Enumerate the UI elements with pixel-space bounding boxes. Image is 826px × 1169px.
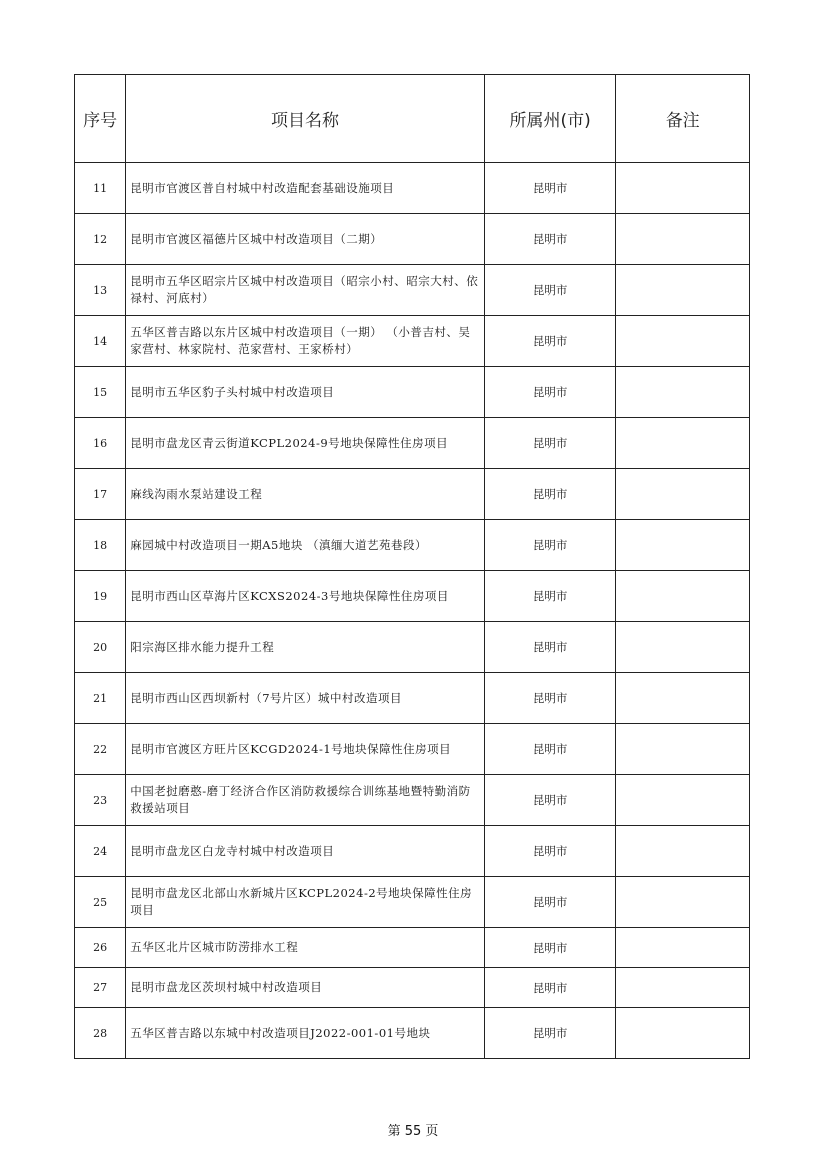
cell-name: 昆明市盘龙区白龙寺村城中村改造项目 <box>126 826 485 877</box>
cell-note <box>616 826 750 877</box>
cell-city: 昆明市 <box>484 673 616 724</box>
page-number: 第 55 页 <box>387 1124 439 1139</box>
cell-note <box>616 622 750 673</box>
cell-city: 昆明市 <box>484 928 616 968</box>
cell-note <box>616 316 750 367</box>
cell-name: 昆明市盘龙区北部山水新城片区KCPL2024-2号地块保障性住房项目 <box>126 877 485 928</box>
cell-note <box>616 724 750 775</box>
table-row <box>75 1008 750 1059</box>
table-row <box>75 673 750 724</box>
cell-no: 25 <box>75 877 126 928</box>
cell-name: 昆明市西山区草海片区KCXS2024-3号地块保障性住房项目 <box>126 571 485 622</box>
cell-note <box>616 469 750 520</box>
table-row <box>75 826 750 877</box>
table-header-row <box>75 75 750 163</box>
cell-no: 26 <box>75 928 126 968</box>
cell-note <box>616 1008 750 1059</box>
table-row <box>75 367 750 418</box>
table-row <box>75 724 750 775</box>
cell-note <box>616 571 750 622</box>
header-city: 所属州(市) <box>484 75 616 163</box>
cell-note <box>616 520 750 571</box>
table-row <box>75 418 750 469</box>
header-no: 序号 <box>75 75 126 163</box>
cell-no: 11 <box>75 163 126 214</box>
table-row <box>75 877 750 928</box>
table-row <box>75 214 750 265</box>
table-row <box>75 316 750 367</box>
table-row <box>75 520 750 571</box>
table-row <box>75 775 750 826</box>
cell-city: 昆明市 <box>484 163 616 214</box>
cell-note <box>616 163 750 214</box>
cell-no: 12 <box>75 214 126 265</box>
table-row <box>75 163 750 214</box>
cell-no: 13 <box>75 265 126 316</box>
project-table <box>74 74 750 1059</box>
cell-name: 五华区普吉路以东城中村改造项目J2022-001-01号地块 <box>126 1008 485 1059</box>
cell-note <box>616 775 750 826</box>
cell-name: 麻线沟雨水泵站建设工程 <box>126 469 485 520</box>
cell-no: 23 <box>75 775 126 826</box>
cell-city: 昆明市 <box>484 724 616 775</box>
cell-city: 昆明市 <box>484 622 616 673</box>
cell-name: 麻园城中村改造项目一期A5地块 （滇缅大道艺苑巷段） <box>126 520 485 571</box>
cell-note <box>616 673 750 724</box>
cell-no: 17 <box>75 469 126 520</box>
cell-city: 昆明市 <box>484 469 616 520</box>
header-note: 备注 <box>616 75 750 163</box>
cell-name: 昆明市官渡区福德片区城中村改造项目（二期） <box>126 214 485 265</box>
cell-name: 五华区北片区城市防涝排水工程 <box>126 928 485 968</box>
cell-city: 昆明市 <box>484 418 616 469</box>
cell-no: 22 <box>75 724 126 775</box>
cell-note <box>616 968 750 1008</box>
cell-note <box>616 418 750 469</box>
cell-name: 昆明市官渡区普自村城中村改造配套基础设施项目 <box>126 163 485 214</box>
cell-note <box>616 877 750 928</box>
cell-no: 24 <box>75 826 126 877</box>
cell-note <box>616 214 750 265</box>
cell-no: 16 <box>75 418 126 469</box>
cell-name: 昆明市西山区西坝新村（7号片区）城中村改造项目 <box>126 673 485 724</box>
cell-city: 昆明市 <box>484 571 616 622</box>
cell-city: 昆明市 <box>484 520 616 571</box>
cell-city: 昆明市 <box>484 214 616 265</box>
cell-city: 昆明市 <box>484 1008 616 1059</box>
cell-no: 27 <box>75 968 126 1008</box>
cell-no: 21 <box>75 673 126 724</box>
cell-city: 昆明市 <box>484 877 616 928</box>
cell-name: 昆明市盘龙区茨坝村城中村改造项目 <box>126 968 485 1008</box>
cell-city: 昆明市 <box>484 316 616 367</box>
cell-name: 昆明市五华区豹子头村城中村改造项目 <box>126 367 485 418</box>
cell-city: 昆明市 <box>484 968 616 1008</box>
cell-no: 20 <box>75 622 126 673</box>
cell-no: 14 <box>75 316 126 367</box>
cell-name: 阳宗海区排水能力提升工程 <box>126 622 485 673</box>
cell-no: 15 <box>75 367 126 418</box>
cell-city: 昆明市 <box>484 775 616 826</box>
table-row <box>75 571 750 622</box>
table-row <box>75 622 750 673</box>
cell-note <box>616 265 750 316</box>
cell-name: 昆明市五华区昭宗片区城中村改造项目（昭宗小村、昭宗大村、依禄村、河底村） <box>126 265 485 316</box>
cell-city: 昆明市 <box>484 826 616 877</box>
cell-no: 18 <box>75 520 126 571</box>
table-row <box>75 469 750 520</box>
cell-name: 昆明市官渡区方旺片区KCGD2024-1号地块保障性住房项目 <box>126 724 485 775</box>
table-row <box>75 968 750 1008</box>
cell-note <box>616 367 750 418</box>
header-name: 项目名称 <box>126 75 485 163</box>
cell-name: 五华区普吉路以东片区城中村改造项目（一期） （小普吉村、吴家营村、林家院村、范家营村、王家桥村） <box>126 316 485 367</box>
table-row <box>75 928 750 968</box>
cell-city: 昆明市 <box>484 265 616 316</box>
cell-no: 28 <box>75 1008 126 1059</box>
cell-note <box>616 928 750 968</box>
cell-name: 昆明市盘龙区青云街道KCPL2024-9号地块保障性住房项目 <box>126 418 485 469</box>
cell-city: 昆明市 <box>484 367 616 418</box>
cell-no: 19 <box>75 571 126 622</box>
table-row <box>75 265 750 316</box>
cell-name: 中国老挝磨憨-磨丁经济合作区消防救援综合训练基地暨特勤消防救援站项目 <box>126 775 485 826</box>
